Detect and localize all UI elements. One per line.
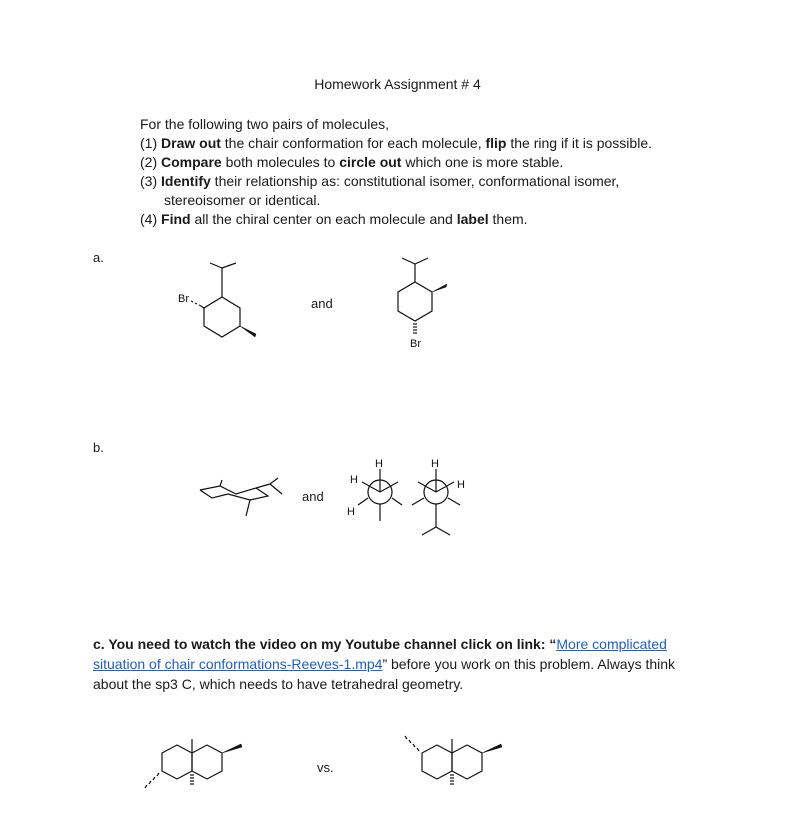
decalin-ring-right (192, 745, 222, 779)
intro-text: For the following two pairs of molecules, (140, 116, 389, 132)
bromine-atom-label: Br (410, 338, 421, 350)
hashed-bond (191, 301, 204, 308)
molecule-b1-chair (198, 478, 298, 523)
newman-bond (358, 498, 368, 505)
hydrogen-label: H (431, 458, 439, 470)
wedge-bond (482, 744, 502, 753)
hydrogen-label: H (350, 474, 358, 486)
cyclohexane-ring (398, 282, 432, 321)
cyclohexane-ring (204, 297, 240, 337)
step-4: (4) Find all the chiral center on each molecule and label them. (140, 211, 528, 227)
substituent-bond (270, 484, 282, 494)
molecule-a1-skeletal (170, 262, 270, 342)
hashed-bond (190, 775, 194, 784)
newman-bond (392, 498, 402, 505)
page-title: Homework Assignment # 4 (314, 76, 481, 92)
newman-bond (448, 498, 460, 505)
hydrogen-label: H (457, 479, 465, 491)
step-2: (2) Compare both molecules to circle out which one is more stable. (140, 154, 564, 170)
video-link[interactable]: More complicated situation of chair conformations-Reeves-1.mp4 (93, 636, 667, 672)
axial-bond (220, 480, 222, 486)
isopropyl-bond (402, 258, 415, 264)
hashed-bond (145, 773, 159, 788)
part-b-connector: and (302, 489, 324, 504)
wedge-bond (240, 326, 256, 337)
isopropyl-bond (222, 263, 236, 268)
part-b-label: b. (93, 440, 104, 455)
part-a-connector: and (311, 296, 333, 311)
decalin-ring-right (452, 745, 482, 779)
molecule-a2-skeletal (380, 254, 470, 354)
substituent-bond (256, 484, 270, 488)
molecule-c2-decalin (400, 735, 510, 805)
hydrogen-label: H (347, 506, 355, 518)
isopropyl-bond (436, 527, 450, 535)
bromine-atom-label: Br (178, 293, 189, 305)
part-a-label: a. (93, 250, 104, 265)
decalin-ring-left (162, 745, 192, 779)
molecule-c1-decalin (140, 735, 250, 805)
instructions (140, 115, 700, 229)
substituent-bond (270, 478, 278, 484)
wedge-bond (432, 284, 447, 292)
part-c-text: c. You need to watch the video on my Youtube channel click on link: “More complicated situation of chair conformations-Reeves-1.mp4” before you work on this problem. Always think about the sp3 C, which needs to have tetrahedral geometry. (93, 636, 676, 692)
isopropyl-bond (415, 258, 428, 264)
isopropyl-bond (210, 263, 222, 268)
axial-bond (246, 500, 250, 516)
step-3: (3) Identify their relationship as: constitutional isomer, conformational isomer, (140, 173, 620, 189)
hashed-bond (450, 775, 454, 784)
isopropyl-bond (422, 527, 436, 535)
wedge-bond (222, 744, 242, 753)
step-1: (1) Draw out the chair conformation for each molecule, flip the ring if it is possible. (140, 135, 652, 151)
hydrogen-label: H (375, 458, 383, 470)
step-3-continued: stereoisomer or identical. (164, 192, 321, 208)
part-c-prompt: c. You need to watch the video on my Youtube channel click on link: (93, 636, 546, 652)
decalin-ring-left (422, 745, 452, 779)
hashed-bond (413, 324, 417, 333)
hashed-bond (405, 736, 419, 751)
newman-bond (412, 498, 424, 505)
part-c-connector: vs. (317, 760, 334, 775)
molecule-b2-newman (340, 455, 480, 550)
